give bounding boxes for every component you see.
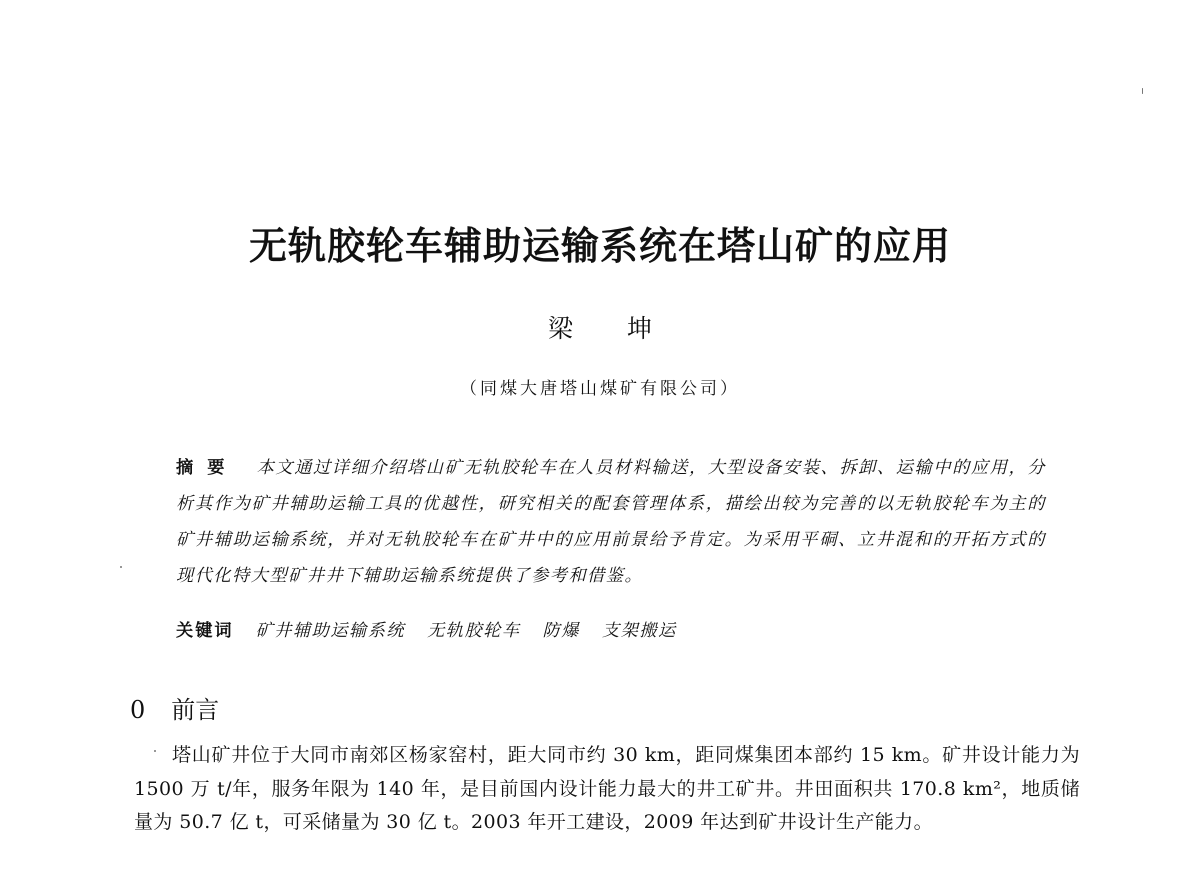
section-title: 前言 <box>171 696 220 724</box>
keywords-label: 关键词 <box>176 621 234 641</box>
abstract-label: 摘要 <box>176 458 239 478</box>
author-given-name: 梁 <box>547 314 573 343</box>
scan-speck <box>154 750 156 752</box>
scan-speck <box>1142 88 1143 94</box>
keyword-item: 支架搬运 <box>601 621 677 641</box>
author-name <box>0 312 1200 346</box>
author-affiliation: （同煤大唐塔山煤矿有限公司） <box>460 379 740 399</box>
body-paragraph: 塔山矿井位于大同市南郊区杨家窑村，距大同市约 30 km，距同煤集团本部约 15 km。矿井设计能力为 1500 万 t/年，服务年限为 140 年，是目前国内设计能力最大的井工矿井。井田面积共 170.8 km²，地质储量为 50.7 亿 t，可采储量为 30 亿 t。2003 年开工建设，2009 年达到矿井设计生产能力。 <box>134 744 1080 833</box>
abstract-text: 本文通过详细介绍塔山矿无轨胶轮车在人员材料输送，大型设备安装、拆卸、运输中的应用，分析其作为矿井辅助运输工具的优越性，研究相关的配套管理体系，描绘出较为完善的以无轨胶轮车为主的矿井辅助运输系统，并对无轨胶轮车在矿井中的应用前景给予肯定。为采用平硐、立井混和的开拓方式的现代化特大型矿井井下辅助运输系统提供了参考和借鉴。 <box>176 458 1046 586</box>
section-number: 0 <box>130 696 146 724</box>
keyword-item: 防爆 <box>542 621 580 641</box>
keyword-item: 无轨胶轮车 <box>427 621 521 641</box>
section-heading <box>130 693 219 727</box>
paper-title: 无轨胶轮车辅助运输系统在塔山矿的应用 <box>248 224 951 268</box>
keyword-item: 矿井辅助运输系统 <box>255 621 406 641</box>
keywords-block <box>176 613 1046 649</box>
author-family-name: 坤 <box>627 314 653 343</box>
scan-speck <box>120 566 122 568</box>
abstract-block <box>176 450 1046 594</box>
